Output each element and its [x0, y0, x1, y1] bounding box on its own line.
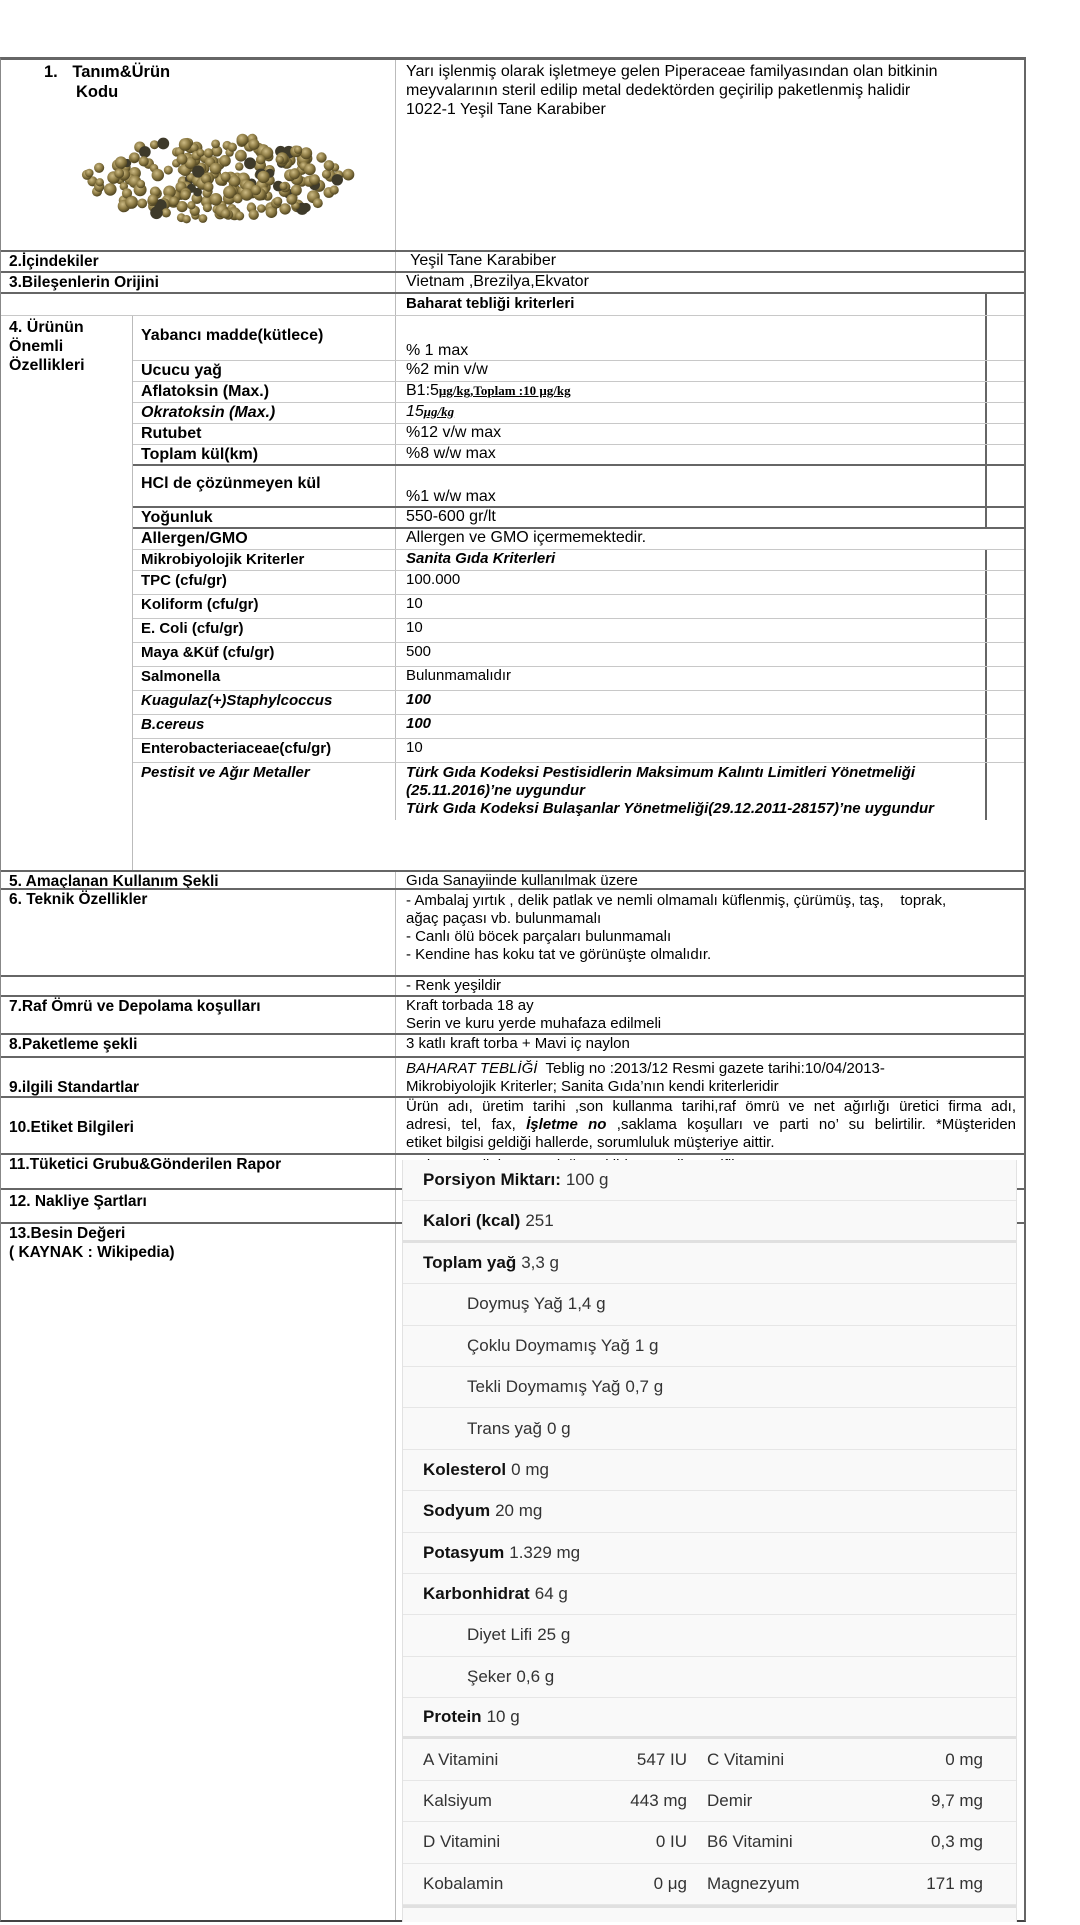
property-name: Koliform (cfu/gr): [133, 595, 396, 618]
property-name: Yabancı madde(kütlece): [133, 316, 396, 360]
property-name: TPC (cfu/gr): [133, 571, 396, 594]
peppercorn: [203, 203, 212, 212]
peppercorn: [157, 138, 169, 150]
property-name: Allergen/GMO: [133, 529, 396, 549]
peppercorn: [139, 156, 149, 166]
peppercorn: [115, 156, 127, 168]
property-value: Bulunmamalıdır: [396, 667, 987, 690]
property-value: %2 min v/w: [396, 361, 987, 381]
pesticide-value-line2: (25.11.2016)’ne uygundur: [406, 782, 585, 799]
property-value: 10: [396, 619, 987, 642]
property-name: Rutubet: [133, 424, 396, 444]
vitamin-value: 0,3 mg: [931, 1832, 983, 1852]
nutrition-row: [403, 1657, 1016, 1698]
vitamin-name: Demir: [707, 1791, 753, 1811]
property-row: [133, 529, 1024, 550]
standards-line1: Teblig no :2013/12 Resmi gazete tarihi:10/04/2013-: [537, 1060, 885, 1077]
peppercorn: [197, 149, 205, 157]
peppercorn: [180, 190, 190, 200]
nutrient-value: 0,6 g: [516, 1666, 555, 1686]
vitamin-name: A Vitamini: [423, 1749, 499, 1769]
property-name: Aflatoksin (Max.): [133, 382, 396, 402]
property-value: 10: [396, 595, 987, 618]
shelf-life-line2: Serin ve kuru yerde muhafaza edilmeli: [406, 1015, 662, 1032]
peppercorn: [211, 140, 220, 149]
nutrient-name: Doymuş Yağ: [467, 1294, 563, 1314]
label-info-line2c: ,saklama koşulları ve parti no’ su belirtilir. *Müşteriden: [606, 1116, 1016, 1133]
peppercorn: [210, 163, 222, 175]
property-row: [133, 361, 1024, 382]
vitamin-name: D Vitamini: [423, 1832, 501, 1852]
label-info-plant-no: İşletme no: [526, 1116, 607, 1133]
nutrient-value: 1,4 g: [567, 1294, 606, 1314]
peppercorn: [187, 201, 195, 209]
standards-line2: Mikrobiyolojik Kriterler; Sanita Gıda’nın kendi kriterleridir: [406, 1078, 779, 1095]
peppercorn: [94, 163, 104, 173]
property-value: Allergen ve GMO içermemektedir.: [406, 529, 647, 546]
peppercorn: [276, 156, 284, 164]
property-row: [133, 643, 1024, 667]
peppercorn: [221, 209, 231, 219]
vitamin-row: [403, 1739, 1016, 1780]
property-name: HCl de çözünmeyen kül: [133, 466, 396, 506]
nutrient-name: Toplam yağ: [423, 1252, 517, 1272]
peppercorn: [169, 197, 179, 207]
vitamin-name: Magnezyum: [707, 1873, 800, 1893]
nutrient-name: Porsiyon Miktarı:: [423, 1170, 561, 1190]
definition-desc-line2: meyvalarının steril edilip metal dedektörden geçirilip paketlenmiş halidir: [406, 82, 911, 99]
nutrient-value: 0,7 g: [625, 1377, 664, 1397]
shelf-life-label: 7.Raf Ömrü ve Depolama koşulları: [1, 997, 396, 1033]
definition-desc-line1: Yarı işlenmiş olarak işletmeye gelen Piperaceae familyasından olan bitkinin: [406, 63, 938, 80]
value-unit: μg/kg,Toplam :10 μg/kg: [438, 383, 571, 398]
property-row: [133, 763, 1024, 820]
nutrient-name: Sodyum: [423, 1501, 491, 1521]
vitamin-value: 0 IU: [655, 1832, 687, 1852]
property-value: 550-600 gr/lt: [396, 508, 987, 527]
property-row: [133, 739, 1024, 763]
property-row: [133, 316, 1024, 361]
property-value: [396, 403, 987, 423]
peppercorn: [244, 157, 256, 169]
peppercorn: [162, 208, 171, 217]
property-name: Yoğunluk: [133, 508, 396, 527]
property-name: Pestisit ve Ağır Metaller: [133, 763, 396, 820]
technical-line3: - Canlı ölü böcek parçaları bulunmamalı: [406, 928, 672, 945]
peppercorn: [235, 162, 243, 170]
nutrition-panel: [402, 1160, 1017, 1922]
vitamin-name: B6 Vitamini: [707, 1832, 793, 1852]
nutrient-name: Şeker: [467, 1666, 512, 1686]
nutrient-value: 251: [525, 1210, 554, 1230]
peppercorn: [332, 174, 343, 185]
property-value: [396, 382, 987, 402]
nutrient-value: 25 g: [537, 1625, 571, 1645]
property-name: E. Coli (cfu/gr): [133, 619, 396, 642]
value-prefix: B1:5: [406, 382, 439, 399]
peppercorn: [280, 182, 288, 190]
vitamin-name: Kalsiyum: [423, 1791, 492, 1811]
row-technical-color: [1, 977, 1024, 997]
peppercorn: [137, 199, 147, 209]
peppercorn: [309, 174, 320, 185]
technical-line4: - Kendine has koku tat ve görünüşte olmalıdır.: [406, 946, 712, 963]
peppercorn: [182, 215, 190, 223]
intended-use-value: Gıda Sanayiinde kullanılmak üzere: [406, 872, 638, 888]
property-value: [396, 763, 987, 820]
vitamin-row: [403, 1822, 1016, 1863]
row-criteria-header: [1, 294, 1024, 316]
peppercorn: [235, 212, 244, 221]
peppercorn: [204, 148, 214, 158]
vitamin-row: [403, 1864, 1016, 1905]
row-ingredients: [1, 252, 1024, 273]
standards-label: 9.ilgili Standartlar: [1, 1058, 396, 1096]
peppercorn: [85, 169, 94, 178]
peppercorn: [150, 207, 163, 220]
peppercorn: [313, 198, 323, 208]
row-standards: [1, 1058, 1024, 1098]
nutrient-value: 1.329 mg: [509, 1542, 581, 1562]
property-row: [133, 667, 1024, 691]
property-value: 100.000: [396, 571, 987, 594]
peppercorn: [343, 169, 355, 181]
nutrition-row: [403, 1450, 1016, 1491]
vitamin-value: 547 IU: [636, 1749, 687, 1769]
nutrient-value: 0 mg: [511, 1459, 549, 1479]
peppercorn: [221, 172, 231, 182]
nutrition-row: [403, 1698, 1016, 1739]
definition-value: [396, 60, 1024, 250]
technical-line2: ağaç paçası vb. bulunmamalı: [406, 910, 602, 927]
peppercorn: [322, 170, 331, 179]
shipping-label: 12. Nakliye Şartları: [1, 1190, 396, 1222]
label-info-value: [396, 1098, 1024, 1153]
nutrition-row: [403, 1408, 1016, 1449]
nutrient-name: Karbonhidrat: [423, 1584, 530, 1604]
property-name: B.cereus: [133, 715, 396, 738]
peppercorn: [104, 183, 117, 196]
row-shelf-life: [1, 997, 1024, 1035]
ingredients-value: Yeşil Tane Karabiber: [406, 252, 557, 269]
property-name: Enterobacteriaceae(cfu/gr): [133, 739, 396, 762]
properties-label: [1, 316, 133, 870]
value-unit: μg/kg: [423, 404, 455, 419]
nutrient-value: 0 g: [546, 1418, 571, 1438]
peppercorn: [324, 160, 335, 171]
nutrient-name: Potasyum: [423, 1542, 505, 1562]
property-value: %8 w/w max: [396, 445, 987, 464]
definition-number: 1.: [44, 63, 58, 81]
nutrition-row: [403, 1367, 1016, 1408]
property-name: Salmonella: [133, 667, 396, 690]
pesticide-value-line1: Türk Gıda Kodeksi Pestisidlerin Maksimum Kalıntı Limitleri Yönetmeliği: [406, 764, 916, 781]
vitamin-value: 171 mg: [926, 1873, 983, 1893]
nutrition-row: [403, 1243, 1016, 1284]
standards-value: [396, 1058, 1024, 1096]
shelf-life-value: [396, 997, 1024, 1033]
property-row: [133, 595, 1024, 619]
peppercorn: [139, 146, 151, 158]
nutrition-label-line2: ( KAYNAK : Wikipedia): [9, 1244, 175, 1261]
peppercorn: [286, 194, 297, 205]
property-row: [133, 715, 1024, 739]
vitamin-value: 9,7 mg: [931, 1791, 983, 1811]
property-value: %12 v/w max: [396, 424, 987, 444]
peppercorn: [330, 185, 339, 194]
property-name: Ucucu yağ: [133, 361, 396, 381]
property-value: 10: [396, 739, 987, 762]
peppercorn: [273, 197, 282, 206]
nutrition-row: [403, 1533, 1016, 1574]
nutrition-row: [403, 1491, 1016, 1532]
property-name: Mikrobiyolojik Kriterler: [133, 550, 396, 570]
row-origin: [1, 273, 1024, 294]
peppercorn: [148, 194, 158, 204]
peppercorn: [164, 166, 173, 175]
vitamin-name: Kobalamin: [423, 1873, 504, 1893]
vitamin-row: [403, 1781, 1016, 1822]
peppercorn: [316, 152, 326, 162]
intended-use-label: 5. Amaçlanan Kullanım Şekli: [1, 872, 396, 888]
technical-label: 6. Teknik Özellikler: [1, 890, 396, 975]
nutrient-name: Kalori (kcal): [423, 1210, 521, 1230]
peppercorn: [248, 139, 259, 150]
peppercorn: [304, 163, 316, 175]
origin-value: Vietnam ,Brezilya,Ekvator: [406, 273, 589, 290]
property-name: Maya &Küf (cfu/gr): [133, 643, 396, 666]
criteria-header: Baharat tebliği kriterleri: [396, 294, 987, 315]
nutrient-name: Kolesterol: [423, 1459, 507, 1479]
definition-title-line2: Kodu: [76, 83, 119, 101]
origin-label: 3.Bileşenlerin Orijini: [1, 273, 396, 292]
property-value: % 1 max: [396, 316, 987, 360]
property-row: [133, 424, 1024, 445]
property-value: %1 w/w max: [396, 466, 987, 506]
nutrient-value: 64 g: [534, 1584, 568, 1604]
definition-desc-line3: 1022-1 Yeşil Tane Karabiber: [406, 101, 606, 118]
nutrition-label: [1, 1224, 396, 1920]
consumer-group-label: 11.Tüketici Grubu&Gönderilen Rapor: [1, 1155, 396, 1188]
peppercorn: [210, 193, 223, 206]
properties-label-line3: Özellikleri: [9, 357, 85, 374]
peppercorn: [228, 143, 237, 152]
peppercorn: [179, 138, 192, 151]
property-name: Toplam kül(km): [133, 445, 396, 464]
nutrition-row: [403, 1326, 1016, 1367]
nutrient-value: 3,3 g: [521, 1252, 560, 1272]
property-row: [133, 691, 1024, 715]
definition-label: [1, 60, 396, 250]
property-name: Okratoksin (Max.): [133, 403, 396, 423]
nutrition-row: [403, 1160, 1016, 1201]
value-prefix: 15: [406, 403, 424, 420]
peppercorn: [125, 196, 138, 209]
nutrient-name: Tekli Doymamış Yağ: [467, 1377, 621, 1397]
nutrient-name: Çoklu Doymamış Yağ: [467, 1335, 630, 1355]
peppercorn: [291, 185, 302, 196]
nutrient-value: 10 g: [486, 1707, 520, 1727]
property-row: [133, 403, 1024, 424]
peppercorn: [177, 154, 188, 165]
nutrition-row: [403, 1574, 1016, 1615]
vitamin-value: 0 μg: [653, 1873, 687, 1893]
peppercorn: [96, 178, 104, 186]
nutrient-name: Diyet Lifi: [467, 1625, 533, 1645]
property-row: [133, 508, 1024, 529]
peppercorn: [152, 169, 164, 181]
peppercorn: [199, 214, 208, 223]
properties-label-line2: Önemli: [9, 338, 64, 355]
property-row: [133, 382, 1024, 403]
peppercorn: [137, 180, 146, 189]
nutrient-name: Protein: [423, 1707, 482, 1727]
vitamin-name: C Vitamini: [707, 1749, 785, 1769]
packaging-value: 3 katlı kraft torba + Mavi iç naylon: [406, 1035, 630, 1052]
standards-title: BAHARAT TEBLİĞİ: [406, 1060, 538, 1077]
ingredients-label: 2.İçindekiler: [1, 252, 396, 271]
peppercorn: [257, 204, 266, 213]
nutrient-value: 1 g: [634, 1335, 659, 1355]
property-value: Sanita Gıda Kriterleri: [396, 550, 987, 570]
definition-title-line1: Tanım&Ürün: [72, 63, 171, 81]
property-name: Kuagulaz(+)Staphylcoccus: [133, 691, 396, 714]
property-row: [133, 445, 1024, 466]
peppercorn: [251, 185, 261, 195]
peppercorn: [257, 171, 269, 183]
technical-line1: - Ambalaj yırtık , delik patlak ve nemli olmamalı küflenmiş, çürümüş, taş, toprak,: [406, 892, 947, 909]
label-info-label: 10.Etiket Bilgileri: [1, 1098, 396, 1153]
properties-label-line1: 4. Ürünün: [9, 319, 84, 336]
property-row: [133, 550, 1024, 571]
peppercorn: [235, 150, 247, 162]
property-row: [133, 466, 1024, 508]
vitamin-value: 443 mg: [630, 1791, 687, 1811]
property-row: [133, 619, 1024, 643]
peppercorn: [237, 134, 249, 146]
nutrient-value: 100 g: [565, 1170, 609, 1190]
label-info-line2a: adresi, tel, fax,: [406, 1116, 527, 1133]
nutrient-value: 20 mg: [495, 1501, 543, 1521]
nutrient-name: Trans yağ: [467, 1418, 542, 1438]
nutrition-row: [403, 1201, 1016, 1242]
row-packaging: [1, 1035, 1024, 1058]
row-label-info: [1, 1098, 1024, 1155]
packaging-label: 8.Paketleme şekli: [1, 1035, 396, 1056]
label-info-line3: etiket bilgisi geldiği hallerde, sorumluluk müşteriye aittir.: [406, 1134, 775, 1151]
pesticide-value-line3: Türk Gıda Kodeksi Bulaşanlar Yönetmeliği(29.12.2011-28157)’ne uygundur: [406, 800, 934, 817]
peppercorn: [204, 182, 214, 192]
row-definition: [1, 60, 1024, 252]
technical-value: [396, 890, 1024, 975]
row-technical: [1, 890, 1024, 977]
property-value: 500: [396, 643, 987, 666]
technical-line5: - Renk yeşildir: [406, 977, 502, 994]
peppercorn: [256, 155, 266, 165]
property-value: 100: [396, 715, 987, 738]
peppercorn: [294, 146, 302, 154]
row-intended-use: [1, 870, 1024, 890]
shelf-life-line1: Kraft torbada 18 ay: [406, 997, 534, 1014]
nutrition-row: [403, 1615, 1016, 1656]
peppercorn: [289, 169, 300, 180]
peppercorn: [130, 153, 140, 163]
nutrition-row: [403, 1284, 1016, 1325]
peppercorn: [114, 169, 124, 179]
label-info-line1: Ürün adı, üretim tarihi ,son kullanma tarihi,raf ömrü ve net ağırlığı üretici firma adı,: [406, 1098, 1016, 1115]
nutrition-label-line1: 13.Besin Değeri: [9, 1225, 126, 1242]
peppercorn: [249, 210, 259, 220]
property-row: [133, 571, 1024, 595]
peppercorn-image: [71, 122, 371, 232]
property-value: 100: [396, 691, 987, 714]
vitamin-value: 0 mg: [945, 1749, 983, 1769]
